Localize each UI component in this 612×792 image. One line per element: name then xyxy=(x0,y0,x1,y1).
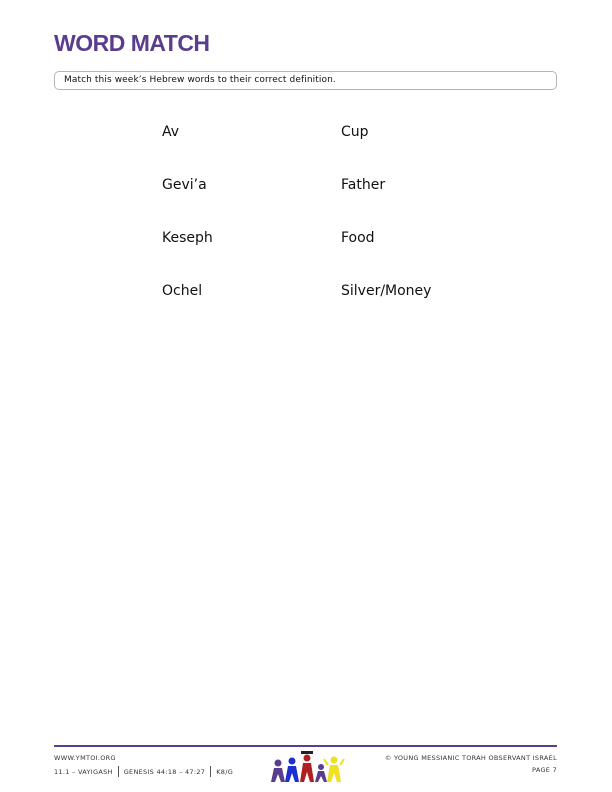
logo-figure-5 xyxy=(324,757,344,783)
logo-figure-4 xyxy=(315,764,327,782)
hebrew-word: Keseph xyxy=(162,230,213,246)
hebrew-words-column xyxy=(162,123,213,335)
footer-separator xyxy=(118,766,119,777)
definitions-column xyxy=(341,123,431,335)
family-figures-logo-icon xyxy=(268,750,346,784)
footer-separator xyxy=(210,766,211,777)
instruction-box xyxy=(54,71,557,90)
logo-figure-3 xyxy=(300,751,314,782)
definition-word: Food xyxy=(341,230,375,246)
hebrew-word: Gevi’a xyxy=(162,177,207,193)
footer-level: K8/G xyxy=(216,767,234,776)
definition-word: Father xyxy=(341,177,386,193)
footer-website: WWW.YMTOI.ORG xyxy=(54,754,116,762)
footer-scripture: GENESIS 44:18 – 47:27 xyxy=(123,767,206,776)
hebrew-word: Ochel xyxy=(162,283,203,299)
logo-figure-2 xyxy=(285,758,299,783)
footer-portion: 11.1 – VAYIGASH xyxy=(54,767,113,776)
page-title: WORD MATCH xyxy=(54,30,210,56)
logo-figure-1 xyxy=(271,760,285,783)
footer-divider xyxy=(54,745,557,747)
definition-word: Cup xyxy=(341,124,369,140)
page-number: PAGE 7 xyxy=(532,766,557,774)
instruction-text: Match this week’s Hebrew words to their correct definition. xyxy=(64,75,336,85)
hebrew-word: Av xyxy=(162,124,180,140)
definition-word: Silver/Money xyxy=(341,283,432,299)
footer-meta xyxy=(54,766,233,777)
footer-copyright: © YOUNG MESSIANIC TORAH OBSERVANT ISRAEL xyxy=(384,754,557,762)
